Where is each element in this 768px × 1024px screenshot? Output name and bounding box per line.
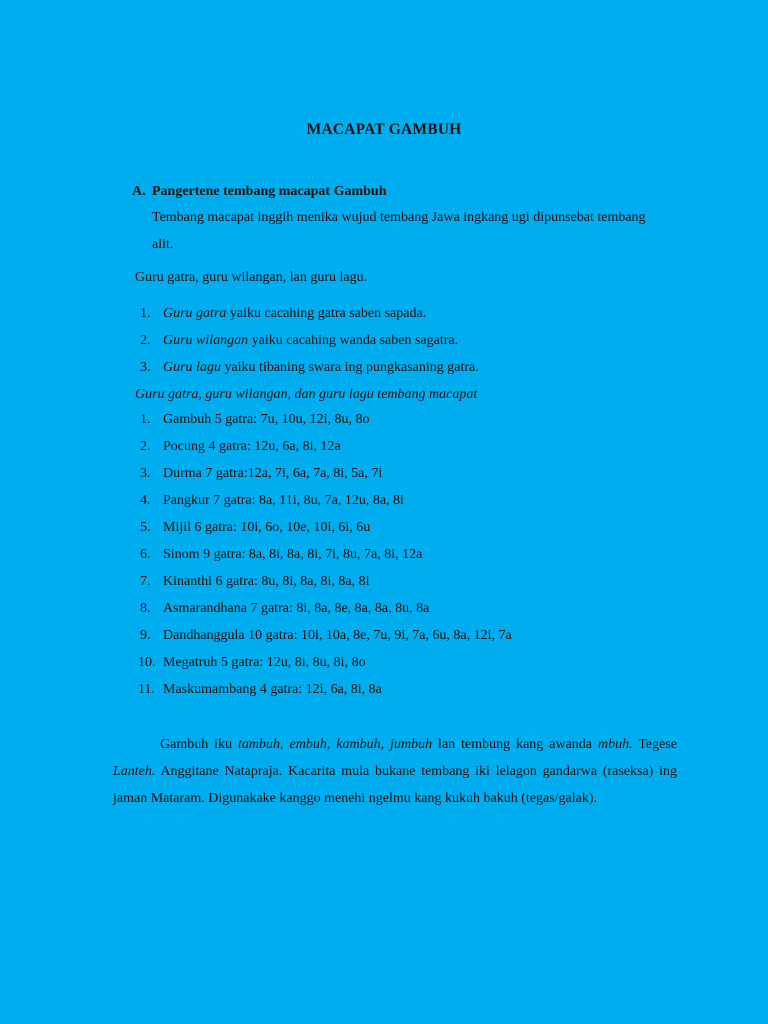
tembang-text: Dandhanggula 10 gatra: 10i, 10a, 8e, 7u, 9i, 7a, 6u, 8a, 12i, 7a — [163, 628, 512, 643]
tembang-item — [138, 654, 366, 672]
list-number: 7. — [140, 574, 151, 589]
tembang-text: Sinom 9 gatra: 8a, 8i, 8a, 8i, 7i, 8u, 7a, 8i, 12a — [163, 547, 423, 562]
list-heading: Guru gatra, guru wilangan, dan guru lagu tembang macapat — [135, 387, 478, 402]
definition-item — [140, 305, 426, 323]
tembang-item — [138, 681, 382, 699]
definition-text: yaiku cacahing wanda saben sagatra. — [248, 333, 459, 348]
list-number: 4. — [140, 493, 151, 508]
tembang-text: Pocung 4 gatra: 12u, 6a, 8i, 12a — [163, 439, 341, 454]
list-number: 2. — [140, 333, 151, 348]
tembang-text: Megatruh 5 gatra: 12u, 8i, 8u, 8i, 8o — [163, 655, 366, 670]
section-a-heading — [132, 183, 387, 201]
tembang-item — [140, 546, 422, 564]
tembang-item — [140, 438, 341, 456]
tembang-text: Kinanthi 6 gatra: 8u, 8i, 8a, 8i, 8a, 8i — [163, 574, 370, 589]
tembang-item — [140, 465, 382, 483]
list-number: 10. — [138, 655, 156, 670]
guru-intro: Guru gatra, guru wilangan, lan guru lagu. — [135, 270, 368, 285]
tembang-text: Gambuh 5 gatra: 7u, 10u, 12i, 8u, 8o — [163, 412, 370, 427]
tembang-text: Pangkur 7 gatra: 8a, 11i, 8u, 7a, 12u, 8a, 8i — [163, 493, 404, 508]
list-number: 2. — [140, 439, 151, 454]
tembang-item — [140, 492, 404, 510]
definition-item — [140, 332, 458, 350]
tembang-text: Maskumambang 4 gatra: 12i, 6a, 8i, 8a — [163, 682, 382, 697]
paragraph-italic-text: tambuh, embuh, kambuh, jumbuh — [238, 737, 433, 752]
tembang-item — [140, 411, 369, 429]
list-number: 9. — [140, 628, 151, 643]
page-title: MACAPAT GAMBUH — [306, 121, 462, 138]
intro-line-2: alit. — [152, 237, 174, 252]
paragraph-italic-text: mbuh. — [598, 737, 633, 752]
definition-term: Guru gatra — [163, 306, 227, 321]
list-number: 1. — [140, 412, 151, 427]
list-number: 5. — [140, 520, 151, 535]
list-number: 8. — [140, 601, 151, 616]
list-number: 3. — [140, 466, 151, 481]
list-number: 3. — [140, 360, 151, 375]
intro-line-1: Tembang macapat inggih menika wujud tembang Jawa ingkang ugi dipunsebat tembang — [152, 210, 646, 225]
paragraph-italic-text: Lanteh. — [113, 764, 156, 779]
definition-text: yaiku cacahing gatra saben sapada. — [226, 306, 427, 321]
tembang-item — [140, 573, 369, 591]
tembang-item — [140, 519, 370, 537]
definition-item — [140, 359, 479, 377]
section-heading-text: Pangertene tembang macapat Gambuh — [152, 184, 387, 199]
definition-term: Guru wilangan — [163, 333, 249, 348]
gambuh-paragraph — [113, 731, 677, 812]
paragraph-text: Anggitane Natapraja. Kacarita mula bukane tembang iki lelagon gandarwa (raseksa) ing jaman Mataram. Digunakake kanggo menehi ngelmu kang kukuh bakuh (tegas/galak). — [113, 764, 677, 806]
tembang-item — [140, 627, 512, 645]
paragraph-text: Gambuh iku — [160, 737, 239, 752]
tembang-item — [140, 600, 429, 618]
list-number: 11. — [138, 682, 155, 697]
tembang-text: Asmarandhana 7 gatra: 8i, 8a, 8e, 8a, 8a, 8u, 8a — [163, 601, 430, 616]
definition-text: yaiku tibaning swara ing pungkasaning gatra. — [220, 360, 479, 375]
tembang-text: Durma 7 gatra:12a, 7i, 6a, 7a, 8i, 5a, 7i — [163, 466, 383, 481]
paragraph-text: Tegese — [632, 737, 678, 752]
tembang-text: Mijil 6 gatra: 10i, 6o, 10e, 10i, 6i, 6u — [163, 520, 371, 535]
paragraph-text: lan tembung kang awanda — [432, 737, 598, 752]
list-number: 6. — [140, 547, 151, 562]
list-number: 1. — [140, 306, 151, 321]
definition-term: Guru lagu — [163, 360, 221, 375]
section-letter: A. — [132, 184, 146, 199]
